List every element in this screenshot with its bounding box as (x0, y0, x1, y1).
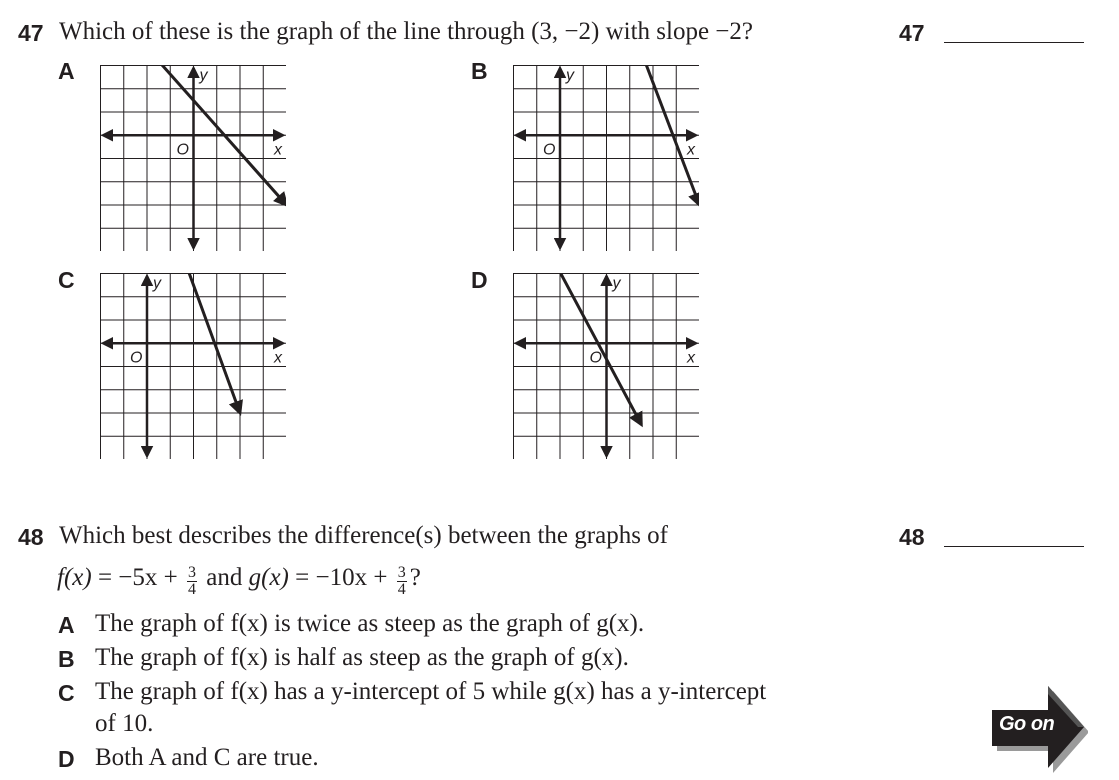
y-axis-label: y (199, 67, 208, 84)
option-c-letter: C (58, 680, 75, 706)
x-axis-label: x (274, 141, 282, 159)
fraction-g (397, 565, 407, 598)
graph-option-b[interactable] (513, 65, 699, 251)
option-d-text[interactable]: Both A and C are true. (95, 744, 319, 771)
graph-option-a[interactable] (100, 65, 286, 251)
graph-option-b-letter: B (471, 58, 488, 84)
coordinate-grid (513, 65, 699, 251)
graph-option-d[interactable] (513, 273, 699, 459)
option-c-text[interactable]: The graph of f(x) has a y-intercept of 5 while g(x) has a y-intercept (95, 678, 767, 705)
option-a-text[interactable]: The graph of f(x) is twice as steep as the graph of g(x). (95, 610, 645, 637)
fraction-denominator: 4 (188, 581, 197, 598)
coordinate-grid (100, 65, 286, 251)
option-a-letter: A (58, 612, 75, 638)
x-axis-label: x (687, 349, 695, 367)
graph-option-c-letter: C (58, 267, 75, 293)
option-d-letter: D (58, 746, 75, 772)
question-mark: ? (409, 564, 421, 591)
origin-label: O (130, 349, 143, 367)
option-b-letter: B (58, 646, 75, 672)
answer-48-blank[interactable] (944, 546, 1084, 547)
fraction-numerator: 3 (188, 564, 197, 581)
and-word: and (206, 564, 243, 591)
answer-47-blank[interactable] (944, 42, 1084, 43)
fraction-denominator: 4 (397, 581, 406, 598)
origin-label: O (176, 141, 189, 159)
x-axis-label: x (687, 141, 695, 159)
question-48-equations (57, 564, 421, 598)
graph-option-a-letter: A (58, 58, 75, 84)
question-48-number: 48 (18, 524, 44, 550)
coordinate-grid (513, 273, 699, 459)
go-on-label[interactable]: Go on (999, 713, 1055, 735)
origin-label: O (543, 141, 556, 159)
question-48-stem: Which best describes the difference(s) between the graphs of (59, 522, 669, 549)
f-of-x: f(x) (57, 564, 92, 591)
option-b-text[interactable]: The graph of f(x) is half as steep as the graph of g(x). (95, 644, 629, 671)
g-of-x: g(x) (248, 564, 289, 591)
equation-g: = −10x + (295, 564, 388, 591)
question-47-number: 47 (18, 20, 44, 46)
equation-f: = −5x + (97, 564, 178, 591)
fraction-numerator: 3 (397, 564, 406, 581)
option-c-text-cont[interactable]: of 10. (95, 710, 154, 737)
x-axis-label: x (274, 349, 282, 367)
y-axis-label: y (612, 275, 621, 292)
answer-47-label: 47 (899, 20, 925, 46)
coordinate-grid (100, 273, 286, 459)
answer-48-label: 48 (899, 524, 925, 550)
graph-option-c[interactable] (100, 273, 286, 459)
origin-label: O (589, 349, 602, 367)
fraction-f (187, 565, 197, 598)
graph-option-d-letter: D (471, 267, 488, 293)
y-axis-label: y (153, 275, 161, 292)
question-47-stem: Which of these is the graph of the line through (3, −2) with slope −2? (59, 18, 754, 45)
y-axis-label: y (566, 67, 574, 84)
